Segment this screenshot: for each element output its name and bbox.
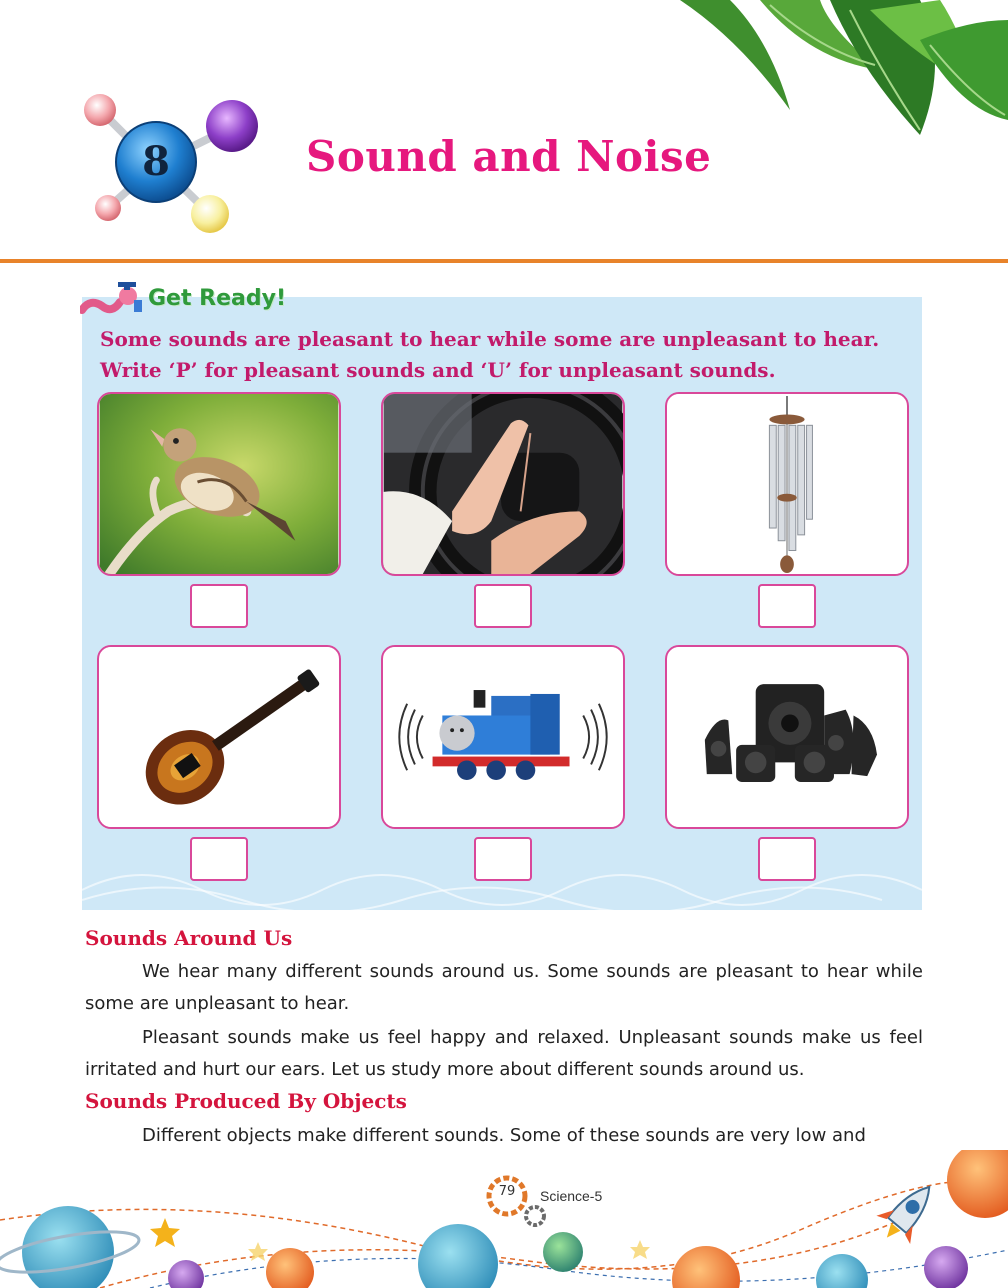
guitar-card xyxy=(97,645,341,829)
section-heading-sounds-around-us: Sounds Around Us xyxy=(85,926,293,950)
space-footer-decoration xyxy=(0,1150,1008,1288)
leaf-decoration xyxy=(620,0,1008,140)
answer-box-guitar[interactable] xyxy=(190,837,248,881)
book-name: Science-5 xyxy=(540,1188,603,1204)
car-horn-card xyxy=(381,392,625,576)
guitar-icon xyxy=(99,647,339,827)
chapter-number: 8 xyxy=(142,138,170,185)
get-ready-label: Get Ready! xyxy=(148,285,286,311)
speakers-card xyxy=(665,645,909,829)
toy-train-icon xyxy=(383,647,623,827)
bird-icon xyxy=(99,394,339,574)
bird-card xyxy=(97,392,341,576)
chapter-title: Sound and Noise xyxy=(306,132,712,181)
paragraph-sounds-around-us-1: We hear many different sounds around us. Some sounds are pleasant to hear while some are unpleasant to hear. xyxy=(85,961,923,1014)
paragraph-sounds-by-objects-1: Different objects make different sounds. Some of these sounds are very low and xyxy=(142,1125,866,1146)
answer-box-car-horn[interactable] xyxy=(474,584,532,628)
answer-box-toy-train[interactable] xyxy=(474,837,532,881)
header-divider xyxy=(0,259,1008,263)
answer-box-bird[interactable] xyxy=(190,584,248,628)
car-horn-icon xyxy=(383,394,623,574)
toy-train-card xyxy=(381,645,625,829)
wind-chime-icon xyxy=(667,394,907,574)
wind-chime-card xyxy=(665,392,909,576)
speakers-icon xyxy=(667,647,907,827)
answer-box-speakers[interactable] xyxy=(758,837,816,881)
get-ready-banner xyxy=(80,280,286,316)
bookworm-icon xyxy=(80,280,144,316)
section-heading-sounds-by-objects: Sounds Produced By Objects xyxy=(85,1089,407,1113)
answer-box-wind-chime[interactable] xyxy=(758,584,816,628)
page-number: 79 xyxy=(498,1184,516,1199)
paragraph-sounds-around-us-2: Pleasant sounds make us feel happy and relaxed. Unpleasant sounds make us feel irritated and hurt our ears. Let us study more about different sounds around us. xyxy=(85,1027,923,1080)
activity-instruction: Some sounds are pleasant to hear while some are unpleasant to hear. Write ‘P’ for pleasant sounds and ‘U’ for unpleasant sounds. xyxy=(100,327,880,382)
